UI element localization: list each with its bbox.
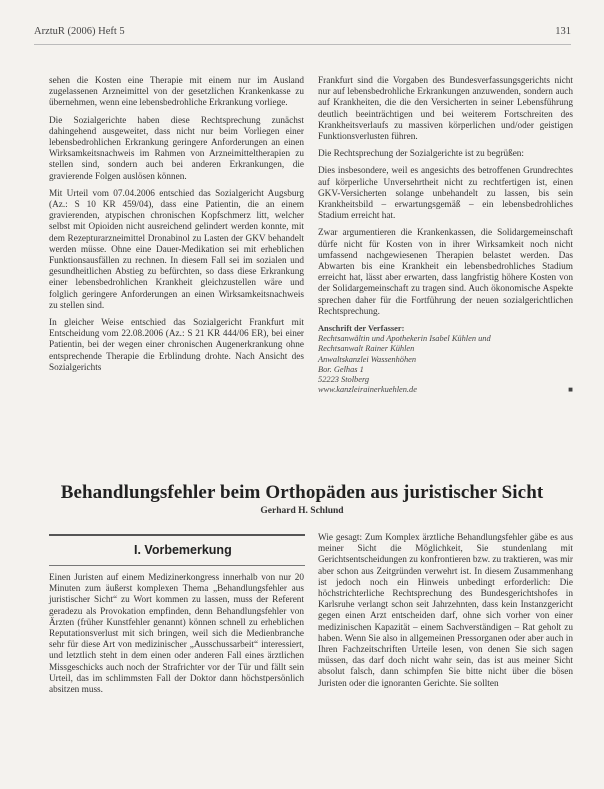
journal-name: ArztuR (2006) Heft 5: [34, 26, 125, 37]
author-website: www.kanzleirainerkuehlen.de: [318, 385, 417, 395]
running-header: [34, 26, 571, 40]
author-address-line: Rechtsanwältin und Apothekerin Isabel Kühlen und: [318, 334, 491, 344]
author-address-line: 52223 Stolberg: [318, 375, 370, 385]
section-rule-top: [49, 534, 305, 536]
paragraph: sehen die Kosten eine Therapie mit einem nur im Ausland zugelassenen Arzneimittel von der gesetzlichen Krankenkasse zu übernehmen, wenn eine lebensbedrohliche Erkrankung vorliege.: [49, 76, 304, 109]
section-heading: I. Vorbemerkung: [134, 543, 232, 557]
top-right-column: [318, 76, 573, 395]
paragraph: Mit Urteil vom 07.04.2006 entschied das Sozialgericht Augsburg (Az.: S 10 KR 459/04), dass eine Patientin, die an einem gravierenden, atypischen chronischen Kopfschmerz litt, welcher selbst mit Opioiden nicht ausreichend gelindert werden konnte, mit dem Rezepturarzneimittel Dronabinol zu Lasten der GKV behandelt werden müsse. Ohne eine Dauer-Medikation sei mit erheblichen Funktionsausfällen zu rechnen. In diesem Fall sei im sozialen und gesundheitlichen Abstieg zu befürchten, so dass diese Erkrankung einer lebensbedrohlichen Krankheit gleichzustellen wäre und folglich geringere Anforderungen an einen Wirksamkeitsnachweis zu stellen sind.: [49, 188, 304, 311]
paragraph: Einen Juristen auf einem Medizinerkongress innerhalb von nur 20 Minuten zum äußerst komplexen Thema „Behandlungsfehler aus juristischer Sicht“ zu Wort kommen zu lassen, muss der Referent geradezu als Provokation empfinden, denn Behandlungsfehler von Ärzten (früher Kunstfehler genannt) können schnell zu erheblichen Reputationsverlust mit sich bringen, weil sich die Medienbranche sehr für diese Art von medizinischer „Ausschussarbeit“ interessiert, und letztlich steht in dem einen oder anderen Fall eines ärztlichen Missgeschicks auch noch der Strafrichter vor der Tür und fällt sein Urteil, das im schlimmsten Fall der Doktor dann höchstpersönlich absitzen muss.: [49, 573, 304, 696]
bottom-right-column: [318, 533, 573, 690]
paragraph: Die Rechtsprechung der Sozialgerichte ist zu begrüßen:: [318, 149, 524, 160]
section-rule-bottom: [49, 565, 305, 566]
header-rule: [34, 44, 571, 45]
paragraph: Zwar argumentieren die Krankenkassen, die Solidargemeinschaft dürfe nicht für Kosten von in ihrer Wirksamkeit noch nicht umfassend nachgewiesenen Therapien belastet werden. Das Abwarten bis eine Krankheit ein lebensbedrohliches Stadium erreicht hat, lässt aber erwarten, dass langfristig höhere Kosten von der Solidargemeinschaft zu tragen sind. Auch ökonomische Aspekte sprechen daher für die Fortführung der neuen sozialgerichtlichen Rechtsprechung.: [318, 228, 573, 317]
top-left-column: [49, 76, 304, 374]
paragraph: Die Sozialgerichte haben diese Rechtsprechung zunächst dahingehend ausgeweitet, dass nicht nur beim Vorliegen einer lebensbedrohlichen Erkrankung geringere Anforderungen an einen Wirksamkeitsnachweis im Rahmen von Arzneimitteltherapien zu stellen sind, sondern auch bei anderen Erkrankungen, die gravierende Folgen auslösen können.: [49, 115, 304, 182]
paragraph: Dies insbesondere, weil es angesichts des betroffenen Grundrechtes auf körperliche Unversehrtheit nicht zu rechtfertigen ist, einen GKV-Versicherten solange unbehandelt zu lassen, bis sein Krankheitsbild – erwartungsgemäß – ein lebensbedrohliches Stadium erreicht hat.: [318, 166, 573, 222]
article-author: Gerhard H. Schlund: [260, 506, 344, 516]
author-address-block: [318, 324, 573, 395]
bottom-left-column: [49, 573, 304, 696]
author-address-line: Bor. Gelhas 1: [318, 364, 364, 374]
paragraph: In gleicher Weise entschied das Sozialgericht Frankfurt mit Entscheidung vom 22.08.2006 (Az.: S 21 KR 444/06 ER), bei einer Patientin, bei der wegen einer chronischen Augenerkrankung ohne entsprechende Therapie die Erblindung drohte. Nach Ansicht des Sozialgerichts: [49, 318, 304, 373]
end-of-article-mark: ■: [568, 385, 573, 395]
author-address-line: Rechtsanwalt Rainer Kühlen: [318, 344, 415, 354]
paragraph: Frankfurt sind die Vorgaben des Bundesverfassungsgerichts nicht nur auf lebensbedrohliche Erkrankungen anzuwenden, sondern auch auf Krankheiten, die die den Versicherten in seiner Lebensführung deutlich beeinträchtigen und bei weiterem Fortschreiten des Krankheitsverlaufs zu massiven körperlichen und/oder geistigen Funktionsverlusten führen.: [318, 76, 573, 143]
author-address-line: Anwaltskanzlei Wassenhöhen: [318, 354, 417, 364]
author-address-heading: Anschrift der Verfasser:: [318, 324, 405, 334]
page-number: 131: [555, 26, 571, 37]
paragraph: Wie gesagt: Zum Komplex ärztliche Behandlungsfehler gäbe es aus meiner Sicht die Möglichkeit, Sie stundenlang mit Gerichtsentscheidungen zu konfrontieren bzw. zu traktieren, was mir aber schon aus Zeitgründen verwehrt ist. In diesem Zusammenhang ist jedoch noch ein Hinweis unbedingt erforderlich: Die höchstrichterliche Rechtsprechung des Bundesgerichtshofes in Karlsruhe verlangt schon seit Jahrzehnten, dass kein Instanzgericht gegen einen Arzt entscheiden darf, ohne sich vorher von einer medizinischen Kapazität – einem Sachverständigen – Rat geholt zu haben. Wenn Sie also in allgemeinen Pressorganen oder aber auch in Ihren Fachzeitschriften Urteile lesen, von denen Sie sich sagen müssen, das darf doch nicht wahr sein, das ist aus meiner Sicht absolut falsch, dann schimpfen Sie bitte nicht über die bösen Juristen oder die ignoranten Gerichte. Sie sollten: [318, 533, 573, 689]
article-title: Behandlungsfehler beim Orthopäden aus juristischer Sicht: [60, 482, 544, 503]
